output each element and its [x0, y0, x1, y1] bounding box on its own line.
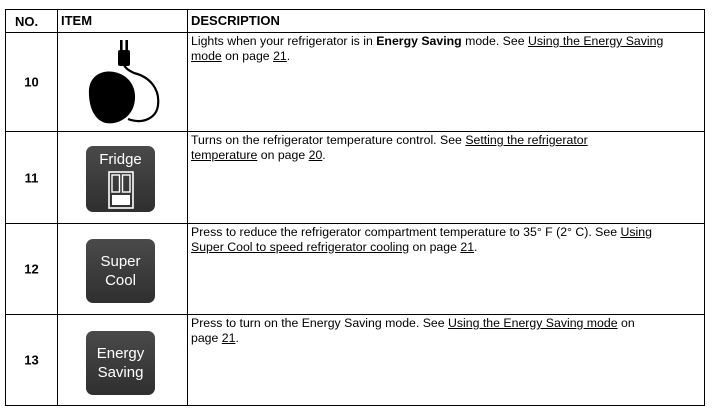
link-using-super-cool-cont[interactable]: Super Cool to speed refrigerator cooling [191, 239, 410, 254]
energy-saving-leaf-plug-icon [58, 33, 188, 130]
header-no: NO. [15, 14, 39, 29]
link-page-21[interactable]: 21 [460, 239, 475, 254]
row-description: Press to reduce the refrigerator compartment temperature to 35° F (2° C). See Using Super Cool to speed refrigerator cooling on page 21. [191, 225, 652, 254]
link-using-energy-saving-mode[interactable]: Using the Energy Saving mode [448, 316, 618, 330]
table-header-row [6, 10, 704, 33]
row-number: 12 [24, 261, 39, 277]
link-page-21[interactable]: 21 [221, 330, 236, 345]
link-setting-refrigerator-temperature[interactable]: Setting the refrigerator [465, 133, 588, 147]
header-description: DESCRIPTION [191, 13, 280, 28]
link-page-21[interactable]: 21 [273, 48, 287, 63]
super-cool-button: Super Cool [86, 239, 155, 303]
link-using-super-cool[interactable]: Using [620, 225, 652, 239]
link-using-energy-saving-mode-cont[interactable]: mode [191, 48, 222, 63]
link-page-20[interactable]: 20 [308, 147, 323, 162]
link-setting-refrigerator-temperature-cont[interactable]: temperature [191, 147, 258, 162]
table-row [6, 132, 704, 224]
table-row [6, 224, 704, 315]
row-description: Turns on the refrigerator temperature control. See Setting the refrigerator temperature on page 20. [191, 133, 588, 162]
fridge-button [86, 146, 155, 212]
fridge-button-label: Fridge [99, 151, 142, 168]
table-row [6, 33, 704, 132]
row-number: 13 [24, 352, 39, 368]
controls-table [5, 9, 705, 406]
row-number: 11 [24, 170, 39, 185]
energy-saving-button: Energy Saving [86, 331, 155, 395]
fridge-doors-icon [108, 171, 134, 209]
row-description: Lights when your refrigerator is in Energy Saving mode. See Using the Energy Saving mode on page 21. [191, 34, 664, 63]
row-description: Press to turn on the Energy Saving mode. See Using the Energy Saving mode on page 21. [191, 316, 635, 345]
header-item: ITEM [61, 13, 93, 28]
link-using-energy-saving-mode[interactable]: Using the Energy Saving [527, 34, 664, 48]
table-row [6, 315, 704, 405]
row-number: 10 [24, 74, 39, 90]
